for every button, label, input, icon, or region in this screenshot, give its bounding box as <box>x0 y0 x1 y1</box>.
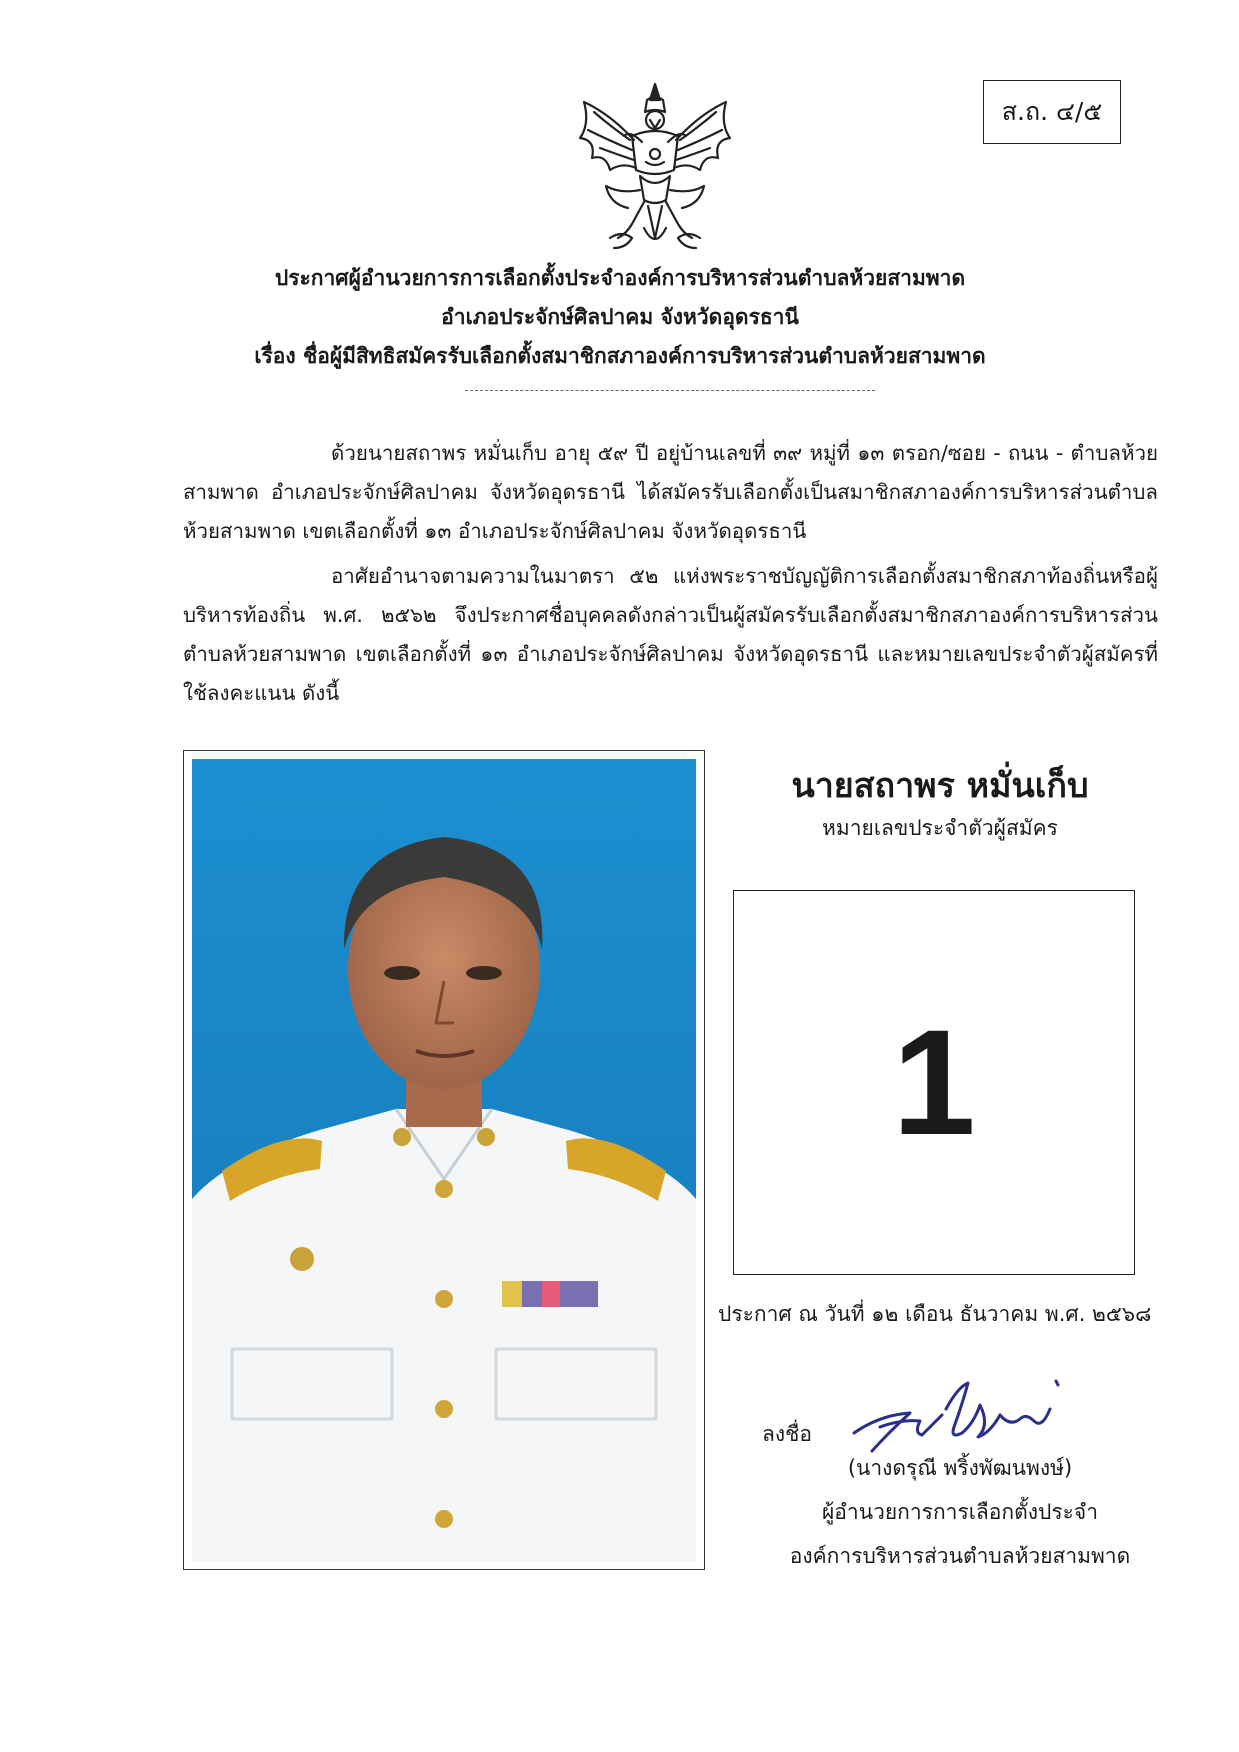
form-code-text: ส.ถ. ๔/๕ <box>1001 97 1103 126</box>
body-paragraph-1 <box>183 434 1158 551</box>
candidate-number-caption: หมายเลขประจำตัวผู้สมัคร <box>822 816 1058 840</box>
handwritten-signature-icon <box>850 1375 1065 1460</box>
paragraph-2-text: อาศัยอำนาจตามความในมาตรา ๕๒ แห่งพระราชบัญญัติการเลือกตั้งสมาชิกสภาท้องถิ่นหรือผู้บริหารท้องถิ่น พ.ศ. ๒๕๖๒ จึงประกาศชื่อบุคคลดังกล่าวเป็นผู้สมัครรับเลือกตั้งสมาชิกสภาองค์การบริหารส่วนตำบลห้วยสามพาด เขตเลือกตั้งที่ ๑๓ อำเภอประจักษ์ศิลปาคม จังหวัดอุดรธานี และหมายเลขประจำตัวผู้สมัครที่ใช้ลงคะแนน ดังนี้ <box>183 564 1158 705</box>
garuda-emblem-icon <box>570 78 740 256</box>
candidate-number-box <box>733 890 1135 1275</box>
candidate-portrait-image <box>192 759 696 1561</box>
candidate-photo <box>192 759 696 1561</box>
form-code-box <box>983 80 1121 144</box>
signature-label: ลงชื่อ <box>762 1422 812 1446</box>
candidate-photo-frame <box>183 750 705 1570</box>
heading-divider <box>465 390 875 391</box>
heading-line-1: ประกาศผู้อำนวยการการเลือกตั้งประจำองค์การบริหารส่วนตำบลห้วยสามพาด <box>274 266 966 290</box>
candidate-number: 1 <box>892 998 976 1166</box>
heading-subject: เรื่อง ชื่อผู้มีสิทธิสมัครรับเลือกตั้งสมาชิกสภาองค์การบริหารส่วนตำบลห้วยสามพาด <box>254 344 986 368</box>
signer-name: (นางดรุณี พริ้งพัฒนพงษ์) <box>847 1456 1073 1480</box>
paragraph-1-text: ด้วยนายสถาพร หมั่นเก็บ อายุ ๕๙ ปี อยู่บ้านเลขที่ ๓๙ หมู่ที่ ๑๓ ตรอก/ซอย - ถนน - ตำบลห้วยสามพาด อำเภอประจักษ์ศิลปาคม จังหวัดอุดรธานี ได้สมัครรับเลือกตั้งเป็นสมาชิกสภาองค์การบริหารส่วนตำบลห้วยสามพาด เขตเลือกตั้งที่ ๑๓ อำเภอประจักษ์ศิลปาคม จังหวัดอุดรธานี <box>183 441 1158 543</box>
signer-position-line-1: ผู้อำนวยการการเลือกตั้งประจำ <box>822 1500 1098 1524</box>
signer-position-line-2: องค์การบริหารส่วนตำบลห้วยสามพาด <box>789 1544 1131 1568</box>
announcement-date: ประกาศ ณ วันที่ ๑๒ เดือน ธันวาคม พ.ศ. ๒๕๖๘ <box>718 1302 1152 1326</box>
body-paragraph-2 <box>183 557 1158 713</box>
candidate-name: นายสถาพร หมั่นเก็บ <box>791 766 1089 806</box>
heading-line-2: อำเภอประจักษ์ศิลปาคม จังหวัดอุดรธานี <box>441 305 799 329</box>
